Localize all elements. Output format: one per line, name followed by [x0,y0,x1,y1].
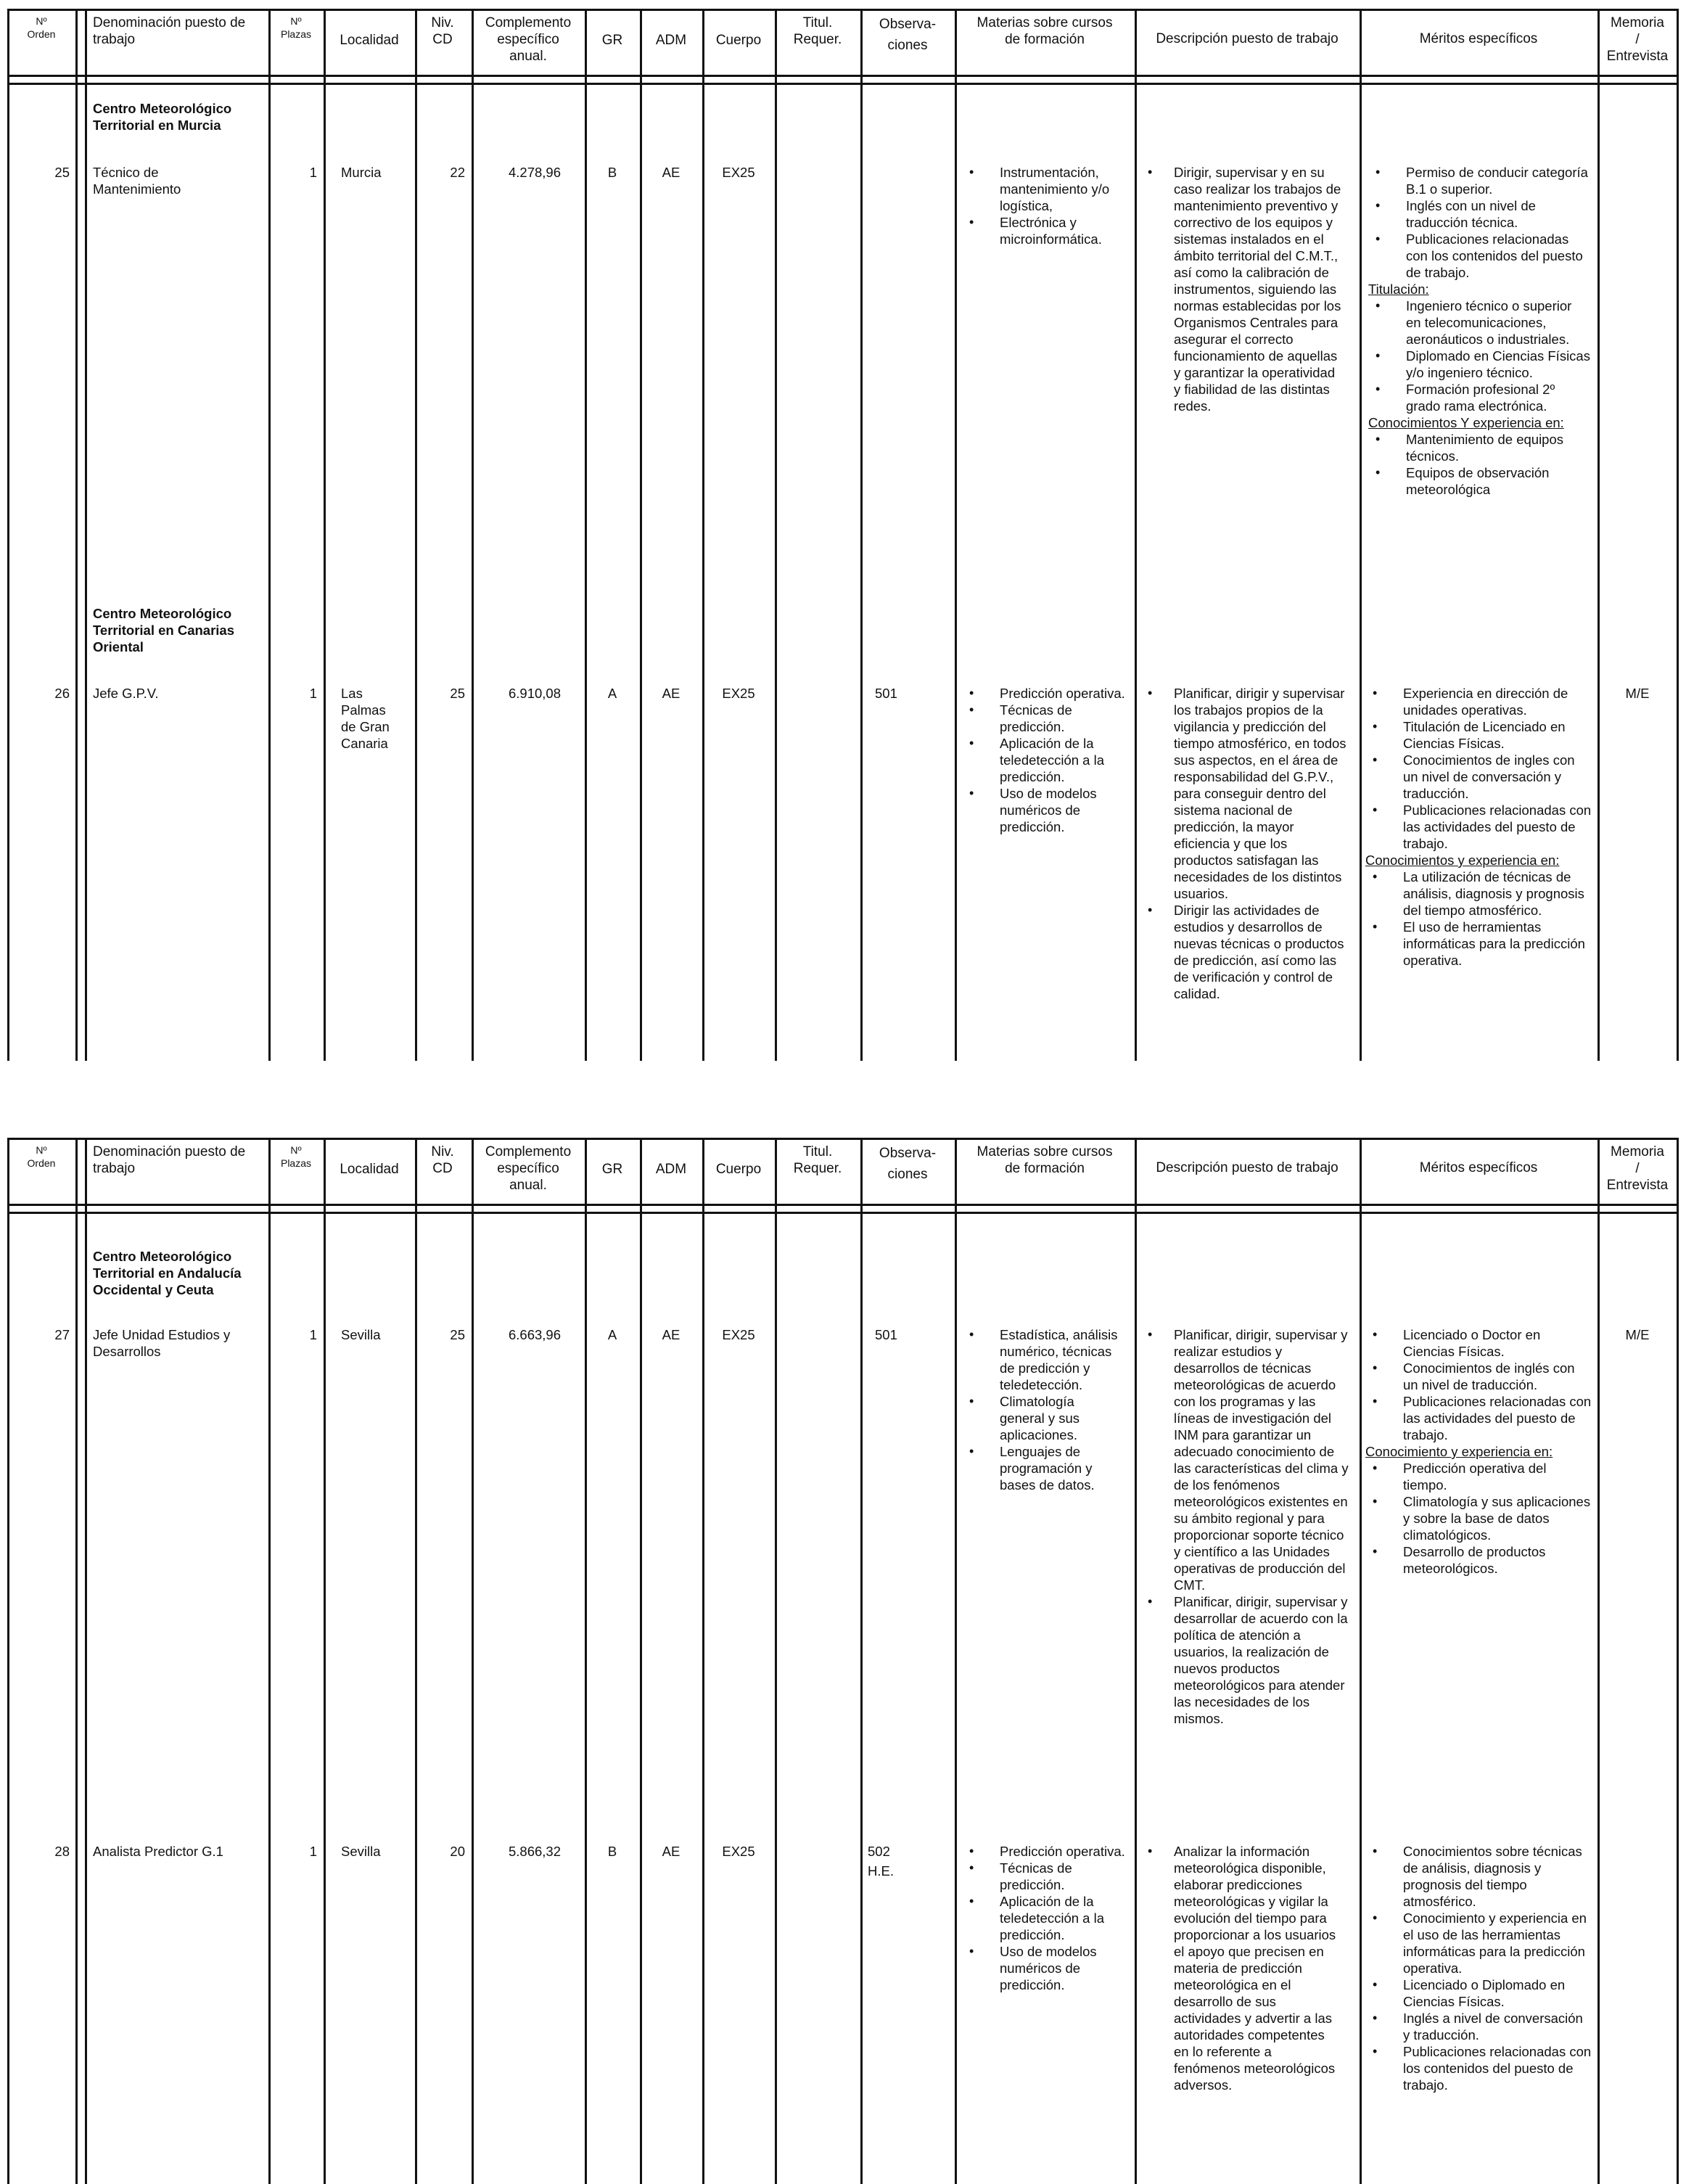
divider [7,1138,1679,1140]
row-complemento: 6.910,08 [508,686,561,701]
header-text: Denominación puesto de [93,1144,246,1159]
titulacion-label: Titulación: [1368,282,1429,297]
divider [75,9,78,1061]
header-text: anual. [509,49,547,64]
row-cuerpo: EX25 [722,686,755,701]
header-text: Entrevista [1606,1178,1669,1193]
header-text: Niv. [431,15,454,30]
list-item: • Lenguajes de programación y bases de datos. [962,1443,1122,1493]
header-text: Entrevista [1606,49,1669,64]
divider [1597,9,1600,1061]
header-gr: GR [601,33,623,48]
header-text: trabajo [93,32,136,47]
divider [7,1212,1679,1214]
divider [1677,9,1679,1061]
observ-code: 502 [868,1844,890,1859]
header-text: / [1635,32,1640,47]
row-denominacion: Técnico de Mantenimiento [93,165,181,197]
table-1 [7,0,1679,1061]
titulacion-list [1368,297,1590,414]
row-localidad: Las Palmas de Gran Canaria [341,686,390,751]
list-item: • Estadística, análisis numérico, técnicas de predicción y teledetección. [962,1326,1122,1393]
row-descripcion-list [1140,1326,1349,1727]
header-text: específico [497,1161,559,1176]
header-plazas [271,1144,321,1170]
divider [775,9,777,1061]
row-plazas: 1 [309,1844,317,1859]
header-nivcd [417,15,468,48]
row-complemento: 5.866,32 [508,1844,561,1859]
list-item: • Instrumentación, mantenimiento y/o logística, [962,164,1130,214]
divider [268,1138,271,2184]
row-cuerpo: EX25 [722,1844,755,1859]
conocimientos-label: Conocimientos y experiencia en: [1365,853,1560,868]
list-item: • Electrónica y microinformática. [962,214,1130,247]
row-observ [868,1843,947,1879]
list-item: • Publicaciones relacionadas con los contenidos del puesto de trabajo. [1365,2043,1592,2093]
header-text: Nº [290,1144,302,1156]
divider [324,9,326,1061]
divider [7,1138,9,2184]
list-item: • Planificar, dirigir, supervisar y desarrollar de acuerdo con la política de atención a usuarios, la realización de nuevos productos meteorológicos para atender las necesidades de los mismos. [1140,1593,1349,1727]
header-adm: ADM [655,33,687,48]
row-meritos [1365,1326,1592,1577]
header-text: CD [432,1161,453,1176]
header-meritos: Méritos específicos [1419,31,1538,46]
header-descripcion: Descripción puesto de trabajo [1156,1160,1338,1175]
list-item: • Técnicas de predicción. [962,1860,1130,1893]
row-observ: 501 [875,1327,897,1342]
divider [7,75,1679,77]
divider [1135,9,1137,1061]
row-plazas: 1 [309,686,317,701]
header-memoria [1600,15,1675,65]
row-localidad: Sevilla [341,1844,381,1859]
header-complemento [474,15,583,65]
row-memoria: M/E [1625,1327,1650,1342]
list-item: • Climatología general y sus aplicaciones. [962,1393,1122,1443]
header-materias [957,1144,1132,1177]
header-text: Nº [36,1144,47,1156]
header-text: Materias sobre cursos [976,15,1113,30]
header-text: Memoria [1611,1144,1664,1159]
row-cuerpo: EX25 [722,165,755,180]
header-text: CD [432,32,453,47]
row-complemento: 4.278,96 [508,165,561,180]
list-item: • Formación profesional 2º grado rama electrónica. [1368,381,1590,414]
row-nivel: 22 [450,165,465,180]
divider [1597,1138,1600,2184]
list-item: • Predicción operativa. [962,685,1130,702]
meritos-list [1365,1843,1592,2093]
divider [1677,1138,1679,2184]
section-title: Centro Meteorológico Territorial en Murcia [93,101,232,133]
header-text: Materias sobre cursos [976,1144,1113,1159]
list-item: • Predicción operativa. [962,1843,1130,1860]
row-gr: A [607,1327,617,1342]
header-text: Titul. [802,15,833,30]
header-text: Requer. [793,32,842,47]
row-descripcion-list [1140,685,1349,1002]
row-denominacion: Jefe G.P.V. [93,686,159,701]
row-orden: 25 [54,165,70,180]
header-descripcion: Descripción puesto de trabajo [1156,31,1338,46]
row-gr: A [607,686,617,701]
section-title: Centro Meteorológico Territorial en Canarias Oriental [93,606,235,654]
row-adm: AE [662,165,680,180]
header-text: de formación [1005,1161,1085,1176]
list-item: • Analizar la información meteorológica disponible, elaborar predicciones meteorológicas y vigilar la evolución del tiempo para proporcionar a los usuarios el apoyo que precisen en materia de predicción meteorológica en el desarrollo de sus actividades y advertir a las autoridades competentes en lo referente a fenómenos meteorológicos adversos. [1140,1843,1336,2093]
header-text: Requer. [793,1161,842,1176]
divider [860,1138,863,2184]
list-item: • Licenciado o Doctor en Ciencias Físicas. [1365,1326,1592,1360]
divider [75,1138,78,2184]
row-meritos [1365,1843,1592,2093]
list-item: • Aplicación de la teledetección a la predicción. [962,735,1130,785]
list-item: • Publicaciones relacionadas con los contenidos del puesto de trabajo. [1368,231,1590,281]
header-orden [9,15,73,41]
header-text: Orden [27,1157,56,1169]
header-localidad: Localidad [340,1162,399,1177]
list-item: • Dirigir, supervisar y en su caso realizar los trabajos de mantenimiento preventivo y correctivo de los equipos y sistemas instalados en el ámbito territorial del C.M.T., así como la calibración de instrumentos, siguiendo las normas establecidas por los Organismos Centrales para asegurar el correcto funcionamiento de aquellas y garantizar la operatividad y fiabilidad de las distintas redes. [1140,164,1345,414]
list-item: • Permiso de conducir categoría B.1 o superior. [1368,164,1590,197]
row-complemento: 6.663,96 [508,1327,561,1342]
row-gr: B [607,165,617,180]
row-plazas: 1 [309,1327,317,1342]
row-descripcion-list [1140,1843,1336,2093]
header-text: ciones [887,38,928,53]
list-item: • Conocimientos de ingles con un nivel de conversación y traducción. [1365,752,1592,802]
row-cuerpo: EX25 [722,1327,755,1342]
list-item: • Uso de modelos numéricos de predicción. [962,785,1130,835]
list-item: • Diplomado en Ciencias Físicas y/o ingeniero técnico. [1368,348,1590,381]
header-text: anual. [509,1178,547,1193]
row-materias-list [962,685,1130,835]
header-text: trabajo [93,1161,136,1176]
divider [324,1138,326,2184]
row-meritos [1365,685,1592,969]
header-text: ciones [887,1167,928,1182]
list-item: • Licenciado o Diplomado en Ciencias Físicas. [1365,1976,1592,2010]
row-memoria: M/E [1625,686,1650,701]
row-observ: 501 [875,686,897,701]
row-gr: B [607,1844,617,1859]
divider [640,1138,642,2184]
section-title: Centro Meteorológico Territorial en Andalucía Occidental y Ceuta [93,1249,242,1297]
list-item: • Técnicas de predicción. [962,702,1130,735]
header-text: Niv. [431,1144,454,1159]
header-gr: GR [601,1162,623,1177]
header-text: Complemento [485,15,572,30]
header-materias [957,15,1132,48]
header-observ [863,1145,953,1183]
list-item: • El uso de herramientas informáticas para la predicción operativa. [1365,919,1592,969]
list-item: • Titulación de Licenciado en Ciencias Físicas. [1365,718,1592,752]
meritos-list [1368,164,1590,281]
header-text: / [1635,1161,1640,1176]
header-text: Nº [36,15,47,27]
list-item: • Predicción operativa del tiempo. [1365,1460,1592,1493]
divider [775,1138,777,2184]
divider [7,1204,1679,1206]
list-item: • Dirigir las actividades de estudios y desarrollos de nuevas técnicas o productos de predicción, así como las de verificación y control de calidad. [1140,902,1349,1002]
list-item: • Conocimiento y experiencia en el uso de las herramientas informáticas para la predicción operativa. [1365,1910,1592,1976]
divider [860,9,863,1061]
header-text: de formación [1005,32,1085,47]
header-observ [863,16,953,54]
header-text: Nº [290,15,302,27]
header-plazas [271,15,321,41]
header-text: Denominación puesto de [93,15,246,30]
header-denominacion [93,15,267,48]
header-localidad: Localidad [340,33,399,48]
list-item: • Publicaciones relacionadas con las actividades del puesto de trabajo. [1365,1393,1592,1443]
list-item: • Conocimientos sobre técnicas de análisis, diagnosis y prognosis del tiempo atmosférico. [1365,1843,1592,1910]
header-text: Observa- [879,17,937,32]
row-orden: 27 [54,1327,70,1342]
divider [702,1138,704,2184]
divider [415,1138,417,2184]
list-item: • Planificar, dirigir, supervisar y realizar estudios y desarrollos de técnicas meteorológicas de acuerdo con los programas y las líneas de investigación del INM para garantizar un adecuado conocimiento de las características del clima y de los fenómenos meteorológicos existentes en su ámbito regional y para proporcionar soporte técnico y científico a las Unidades operativas de producción del CMT. [1140,1326,1349,1593]
divider [1360,1138,1362,2184]
list-item: • Inglés a nivel de conversación y traducción. [1365,2010,1592,2043]
header-cuerpo: Cuerpo [715,33,762,48]
header-memoria [1600,1144,1675,1194]
divider [85,9,87,1061]
list-item: • Mantenimiento de equipos técnicos. [1368,431,1590,464]
row-localidad: Sevilla [341,1327,381,1342]
header-text: Observa- [879,1146,937,1161]
header-adm: ADM [655,1162,687,1177]
header-text: Titul. [802,1144,833,1159]
divider [472,1138,474,2184]
list-item: • Equipos de observación meteorológica [1368,464,1590,498]
list-item: • Inglés con un nivel de traducción técnica. [1368,197,1590,231]
conocimientos-list [1365,1460,1592,1577]
header-text: Complemento [485,1144,572,1159]
divider [955,9,957,1061]
conocimientos-label: Conocimiento y experiencia en: [1365,1444,1553,1459]
divider [7,9,1679,11]
row-denominacion: Jefe Unidad Estudios y Desarrollos [93,1327,231,1359]
header-text: específico [497,32,559,47]
list-item: • Climatología y sus aplicaciones y sobre la base de datos climatológicos. [1365,1493,1592,1543]
row-nivel: 25 [450,686,465,701]
header-titul [777,15,858,48]
divider [585,1138,587,2184]
list-item: • Planificar, dirigir y supervisar los trabajos propios de la vigilancia y predicción del tiempo atmosférico, en todos sus aspectos, en el área de responsabilidad del G.P.V., para conseguir dentro del sistema nacional de predicción, la mayor eficiencia y que los productos satisfagan las necesidades de los distintos usuarios. [1140,685,1349,902]
divider [955,1138,957,2184]
row-adm: AE [662,1844,680,1859]
list-item: • Desarrollo de productos meteorológicos. [1365,1543,1592,1577]
row-meritos [1368,164,1590,498]
header-titul [777,1144,858,1177]
row-plazas: 1 [309,165,317,180]
list-item: • Uso de modelos numéricos de predicción. [962,1943,1130,1993]
list-item: • Publicaciones relacionadas con las actividades del puesto de trabajo. [1365,802,1592,852]
meritos-list [1365,685,1592,852]
list-item: • La utilización de técnicas de análisis, diagnosis y prognosis del tiempo atmosférico. [1365,869,1592,919]
row-nivel: 25 [450,1327,465,1342]
header-text: Orden [27,28,56,40]
row-adm: AE [662,686,680,701]
row-orden: 28 [54,1844,70,1859]
divider [7,83,1679,85]
divider [1360,9,1362,1061]
conocimientos-label: Conocimientos Y experiencia en: [1368,415,1564,430]
header-meritos: Méritos específicos [1419,1160,1538,1175]
list-item: • Experiencia en dirección de unidades operativas. [1365,685,1592,718]
list-item: • Conocimientos de inglés con un nivel de traducción. [1365,1360,1592,1393]
divider [1135,1138,1137,2184]
table-2 [7,1129,1679,2184]
row-materias-list [962,164,1130,247]
header-nivcd [417,1144,468,1177]
row-localidad: Murcia [341,165,382,180]
conocimientos-list [1365,869,1592,969]
header-text: Memoria [1611,15,1664,30]
header-complemento [474,1144,583,1194]
list-item: • Aplicación de la teledetección a la predicción. [962,1893,1130,1943]
row-orden: 26 [54,686,70,701]
divider [85,1138,87,2184]
list-item: • Ingeniero técnico o superior en telecomunicaciones, aeronáuticos o industriales. [1368,297,1590,348]
observ-note: H.E. [868,1863,894,1879]
row-materias-list [962,1843,1130,1993]
row-descripcion-list [1140,164,1345,414]
meritos-list [1365,1326,1592,1443]
header-text: Plazas [280,1157,312,1169]
header-text: Plazas [280,28,312,40]
header-denominacion [93,1144,267,1177]
row-materias-list [962,1326,1122,1493]
header-orden [9,1144,73,1170]
row-adm: AE [662,1327,680,1342]
header-cuerpo: Cuerpo [715,1162,762,1177]
conocimientos-list [1368,431,1590,498]
row-denominacion: Analista Predictor G.1 [93,1844,223,1859]
row-nivel: 20 [450,1844,465,1859]
